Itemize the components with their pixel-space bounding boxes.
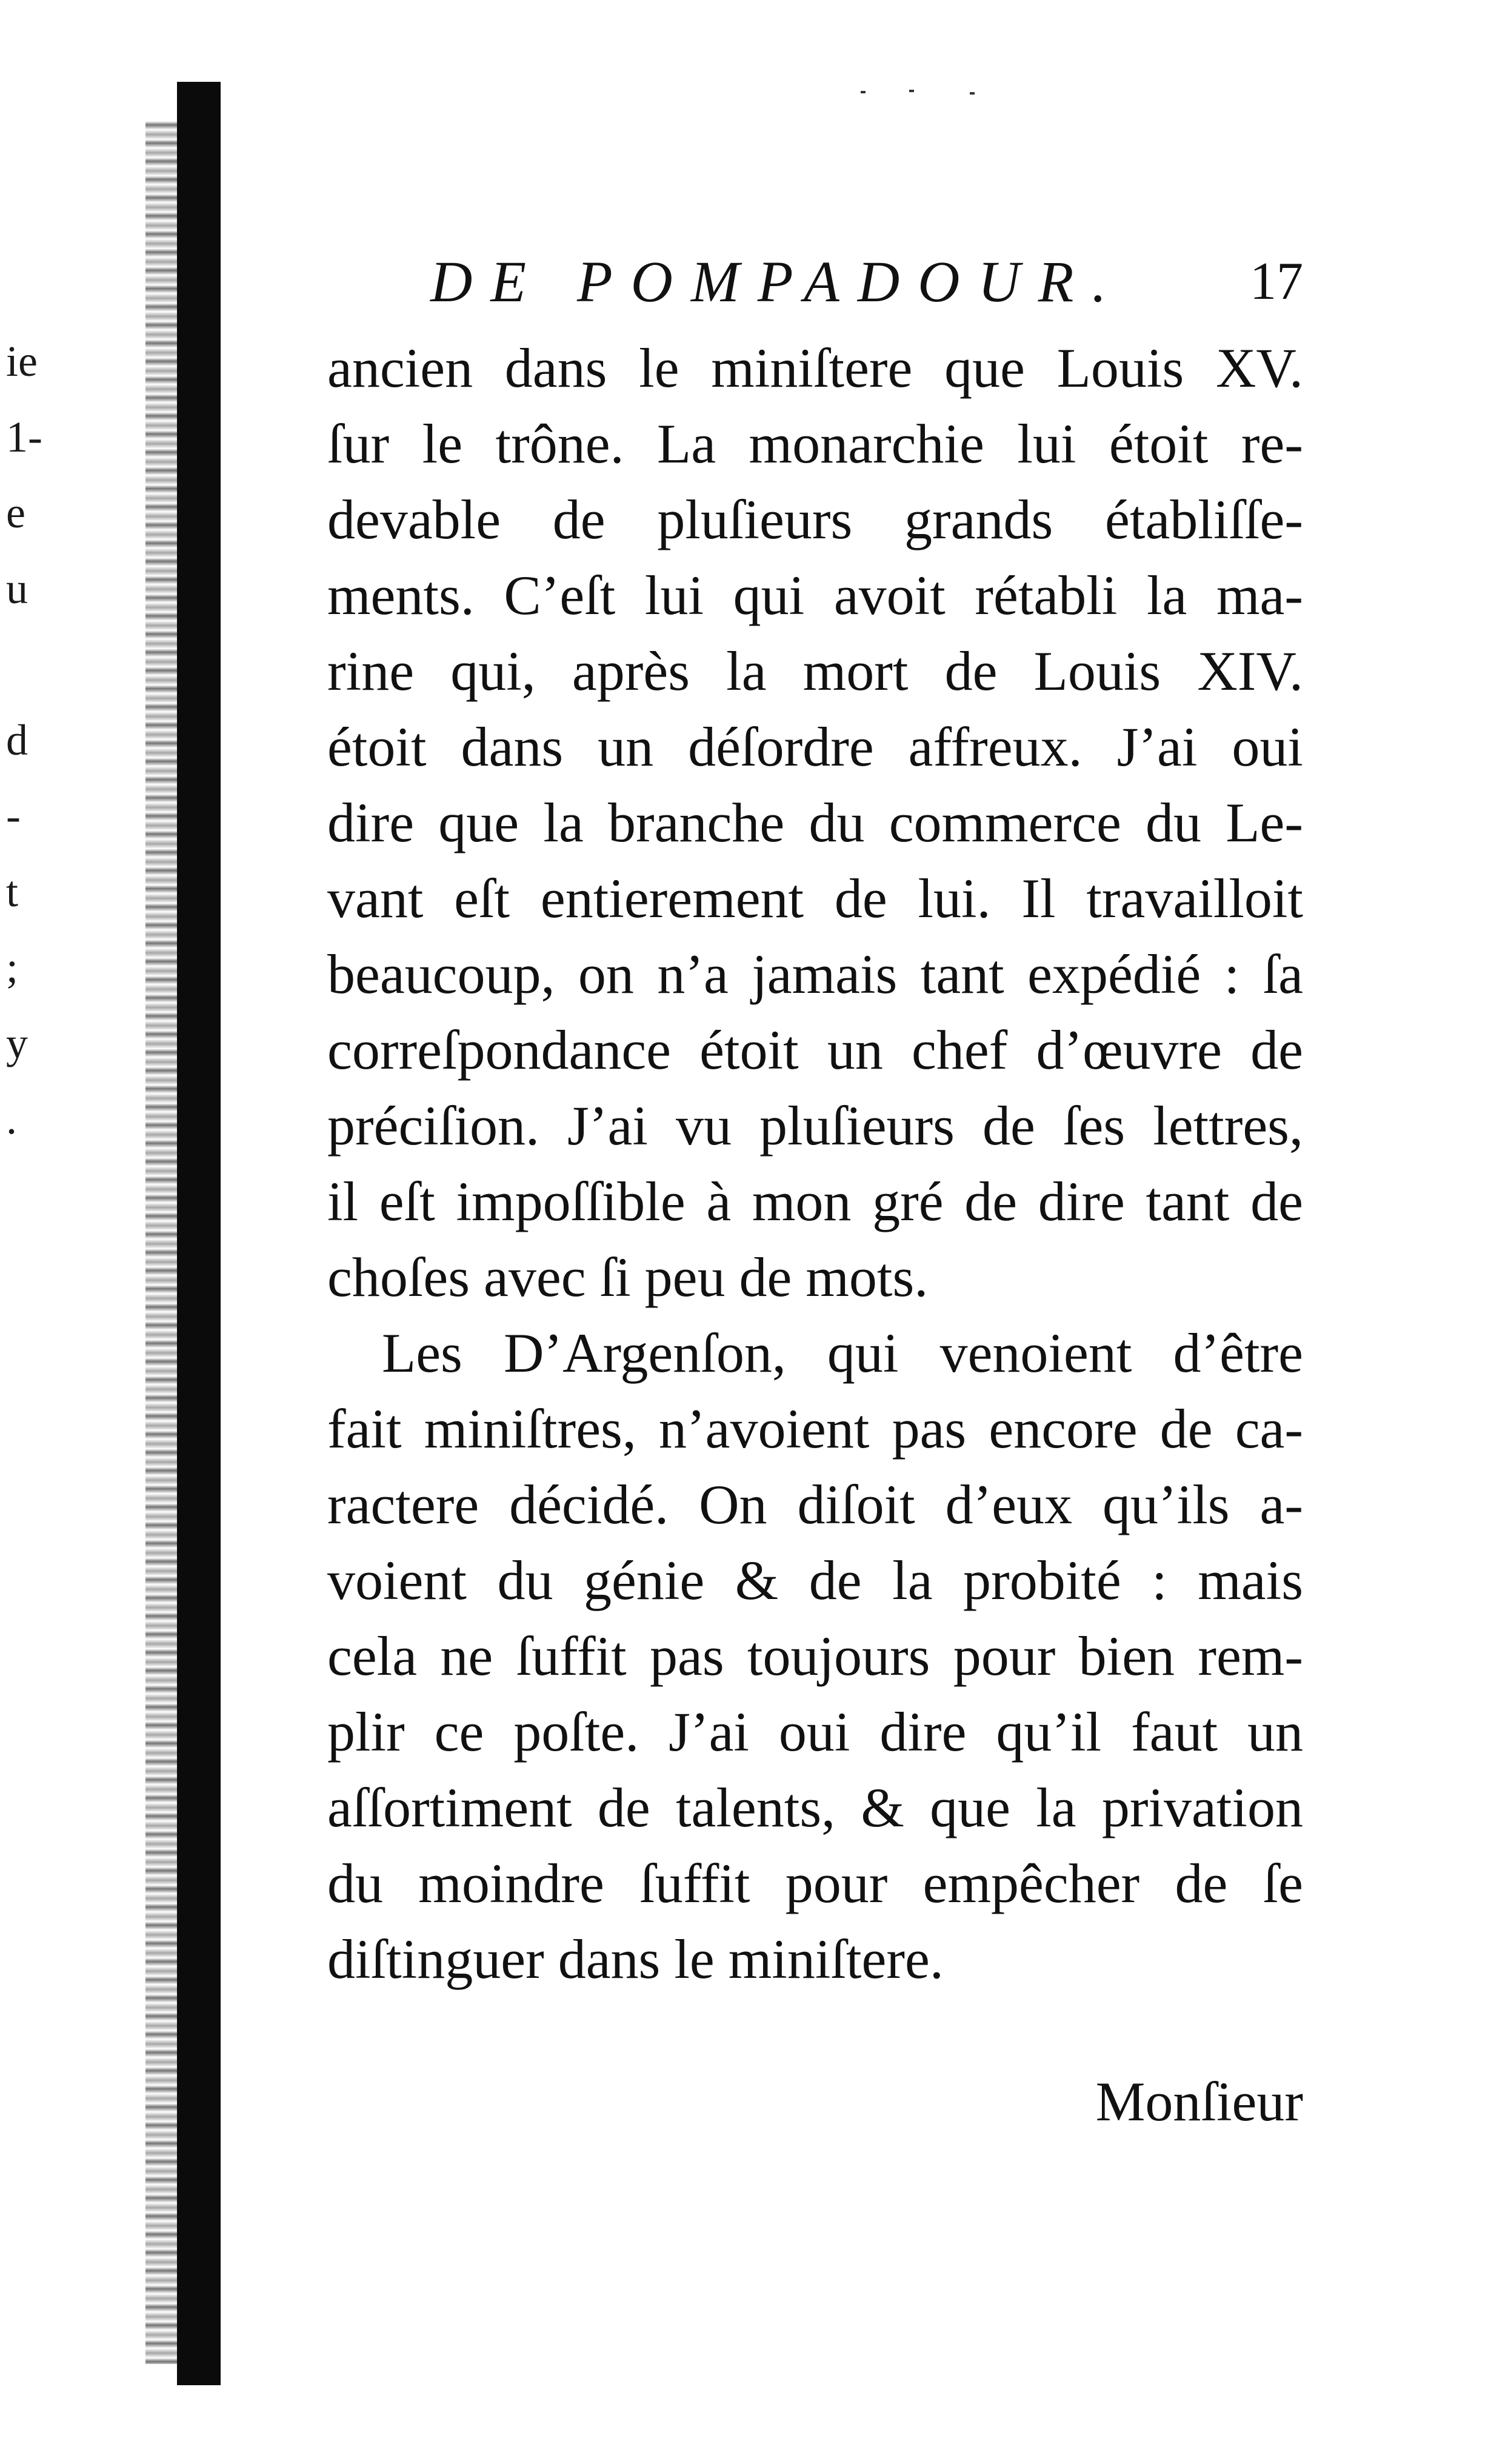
facing-fragment: ie bbox=[6, 337, 38, 386]
text-line: choſes avec ſi peu de mots. bbox=[327, 1246, 929, 1308]
facing-fragment: d bbox=[6, 716, 28, 764]
scan-speck bbox=[970, 92, 975, 95]
text-line: ſur le trône. La monarchie lui étoit re- bbox=[327, 413, 1303, 475]
facing-fragment: u bbox=[6, 564, 28, 613]
text-line: fait miniſtres, n’avoient pas encore de ca- bbox=[327, 1398, 1303, 1460]
paragraph bbox=[327, 1315, 1303, 1997]
catchword: Monſieur bbox=[1095, 2071, 1303, 2132]
text-line: beaucoup, on n’a jamais tant expédié : ſa bbox=[327, 943, 1303, 1005]
facing-fragment: ; bbox=[6, 943, 19, 992]
text-line: ancien dans le miniſtere que Louis XV. bbox=[327, 337, 1303, 399]
text-line: aſſortiment de talents, & que la privation bbox=[327, 1777, 1303, 1838]
running-head bbox=[430, 249, 1303, 315]
text-line: devable de pluſieurs grands établiſſe- bbox=[327, 489, 1303, 550]
page-number: 17 bbox=[1250, 252, 1303, 311]
facing-fragment: y bbox=[6, 1019, 28, 1067]
text-line: ractere décidé. On diſoit d’eux qu’ils a- bbox=[327, 1474, 1303, 1535]
text-line: ments. C’eſt lui qui avoit rétabli la ma- bbox=[327, 564, 1303, 626]
facing-fragment: 1- bbox=[6, 413, 42, 461]
body-text bbox=[327, 330, 1303, 1997]
text-line: plir ce poſte. J’ai oui dire qu’il faut un bbox=[327, 1701, 1303, 1763]
text-line: il eſt impoſſible à mon gré de dire tant de bbox=[327, 1170, 1303, 1232]
facing-fragment: - bbox=[6, 792, 21, 840]
text-line: correſpondance étoit un chef d’œuvre de bbox=[327, 1019, 1303, 1081]
text-line: Les D’Argenſon, qui venoient d’être bbox=[382, 1322, 1303, 1384]
text-line: dire que la branche du commerce du Le- bbox=[327, 792, 1303, 853]
text-line: voient du génie & de la probité : mais bbox=[327, 1549, 1303, 1611]
facing-fragment: . bbox=[6, 1095, 17, 1143]
text-line: rine qui, après la mort de Louis XIV. bbox=[327, 640, 1303, 702]
facing-fragment: e bbox=[6, 489, 25, 537]
binding-gutter bbox=[177, 82, 221, 2385]
text-line: cela ne ſuffit pas toujours pour bien rem- bbox=[327, 1625, 1303, 1687]
text-line: vant eſt entierement de lui. Il travailloit bbox=[327, 867, 1303, 929]
facing-fragment: t bbox=[6, 867, 19, 916]
binding-shadow bbox=[145, 121, 182, 2364]
text-line: étoit dans un déſordre affreux. J’ai oui bbox=[327, 716, 1303, 778]
scan-speck bbox=[909, 90, 914, 92]
text-line: diſtinguer dans le miniſtere. bbox=[327, 1928, 944, 1990]
text-line: du moindre ſuffit pour empêcher de ſe bbox=[327, 1852, 1303, 1914]
text-line: préciſion. J’ai vu pluſieurs de ſes lettres, bbox=[327, 1095, 1303, 1157]
running-head-title: DE POMPADOUR. bbox=[430, 249, 1125, 314]
paragraph bbox=[327, 330, 1303, 1315]
scan-speck bbox=[861, 91, 866, 93]
